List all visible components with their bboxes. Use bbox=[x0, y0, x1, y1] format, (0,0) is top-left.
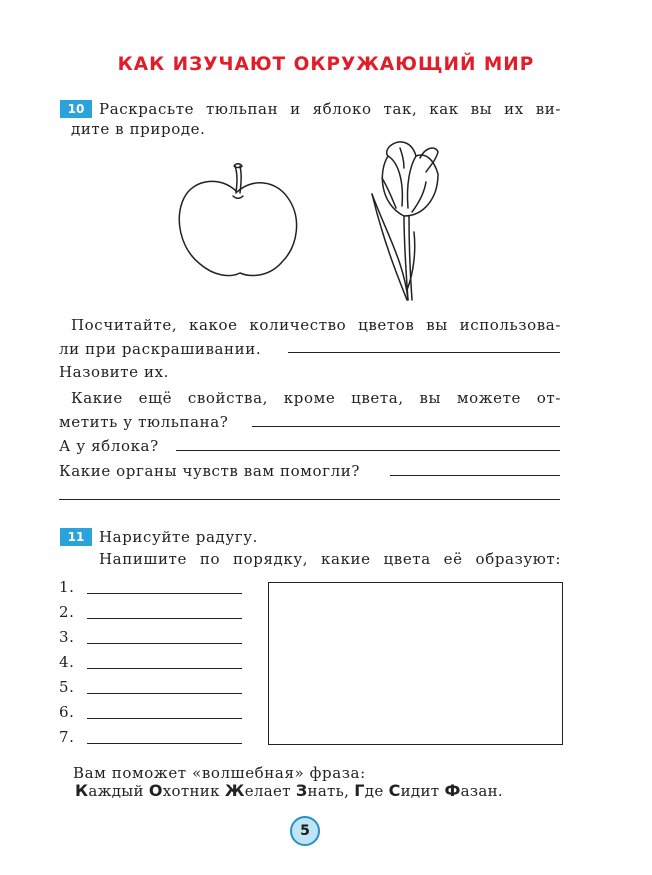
phrase-initial: К bbox=[75, 781, 89, 800]
phrase-initial: Г bbox=[354, 781, 365, 800]
phrase-word: азан. bbox=[460, 782, 503, 800]
phrase-word: де bbox=[364, 782, 384, 800]
rainbow-drawing-box[interactable] bbox=[268, 582, 563, 745]
answer-line-color-6[interactable] bbox=[87, 718, 242, 719]
answer-line-senses[interactable] bbox=[390, 475, 560, 476]
magic-phrase bbox=[75, 781, 503, 801]
apple-illustration bbox=[170, 160, 305, 285]
answer-line-color-3[interactable] bbox=[87, 643, 242, 644]
answer-line-tulip-properties[interactable] bbox=[252, 426, 560, 427]
phrase-word: аждый bbox=[88, 782, 144, 800]
phrase-initial: Ф bbox=[444, 781, 461, 800]
answer-line-apple-properties[interactable] bbox=[176, 450, 560, 451]
phrase-initial: О bbox=[148, 781, 163, 800]
phrase-word: идит bbox=[400, 782, 440, 800]
answer-line-color-4[interactable] bbox=[87, 668, 242, 669]
task-10-instruction-line1: Раскрасьте тюльпан и яблоко так, как вы их ви- bbox=[99, 100, 561, 118]
answer-line-color-2[interactable] bbox=[87, 618, 242, 619]
hint-text: Вам поможет «волшебная» фраза: bbox=[73, 764, 366, 782]
phrase-initial: Ж bbox=[224, 781, 245, 800]
phrase-word: елает bbox=[244, 782, 291, 800]
task-10-instruction-line2: дите в природе. bbox=[71, 120, 206, 138]
list-item-number: 5. bbox=[59, 678, 75, 696]
task-10-question-2: Назовите их. bbox=[59, 363, 170, 381]
task-10-question-1-line1: Посчитайте, какое количество цветов вы использова- bbox=[71, 316, 561, 334]
task-11-prompt: Напишите по порядку, какие цвета её образуют: bbox=[99, 550, 561, 568]
answer-line-colors-count[interactable] bbox=[288, 352, 560, 353]
answer-line-color-1[interactable] bbox=[87, 593, 242, 594]
phrase-word: хотник bbox=[162, 782, 220, 800]
list-item-number: 6. bbox=[59, 703, 75, 721]
answer-line-color-5[interactable] bbox=[87, 693, 242, 694]
list-item-number: 2. bbox=[59, 603, 75, 621]
list-item-number: 4. bbox=[59, 653, 75, 671]
task-10-question-3-line1: Какие ещё свойства, кроме цвета, вы можете от- bbox=[71, 389, 561, 407]
list-item-number: 7. bbox=[59, 728, 75, 746]
phrase-initial: С bbox=[388, 781, 401, 800]
answer-line-senses-continued[interactable] bbox=[59, 499, 560, 500]
page-number: 5 bbox=[290, 816, 320, 846]
answer-line-color-7[interactable] bbox=[87, 743, 242, 744]
page-title: КАК ИЗУЧАЮТ ОКРУЖАЮЩИЙ МИР bbox=[117, 54, 535, 75]
task-10-badge: 10 bbox=[60, 100, 92, 118]
list-item-number: 3. bbox=[59, 628, 75, 646]
task-10-question-1-line2: ли при раскрашивании. bbox=[59, 340, 262, 358]
task-11-badge: 11 bbox=[60, 528, 92, 546]
task-10-question-4: А у яблока? bbox=[59, 437, 159, 455]
tulip-illustration bbox=[360, 132, 450, 307]
phrase-initial: З bbox=[295, 781, 308, 800]
task-11-instruction: Нарисуйте радугу. bbox=[99, 528, 259, 546]
phrase-word: нать, bbox=[307, 782, 350, 800]
task-10-question-5: Какие органы чувств вам помогли? bbox=[59, 462, 360, 480]
rainbow-color-list bbox=[59, 577, 249, 747]
task-10-question-3-line2: метить у тюльпана? bbox=[59, 413, 229, 431]
list-item-number: 1. bbox=[59, 578, 75, 596]
